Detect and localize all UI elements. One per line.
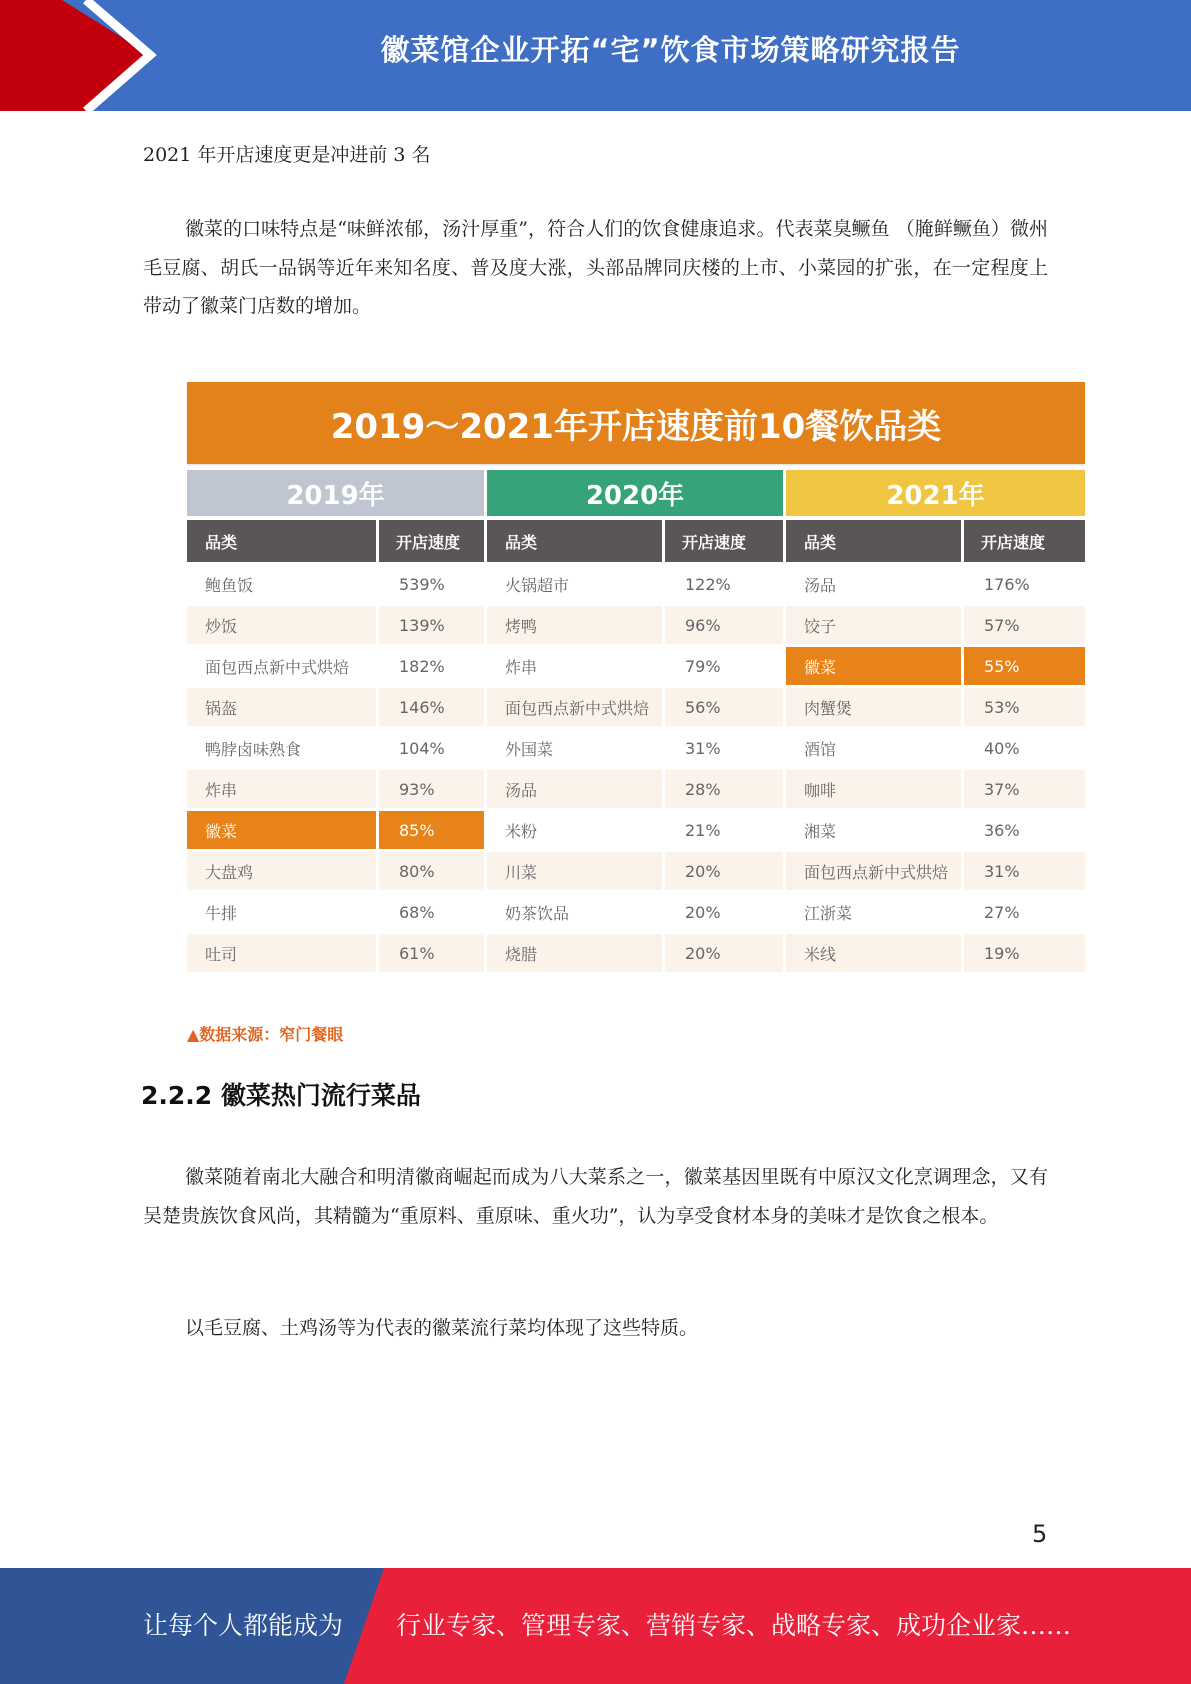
speed-cell: 40% [964,729,1085,767]
header-title: 徽菜馆企业开拓“宅”饮食市场策略研究报告 [380,33,961,67]
table-row [187,770,484,808]
table-row [187,934,484,972]
category-cell: 鲍鱼饭 [187,565,376,603]
table-row [187,893,484,931]
speed-cell: 80% [379,852,484,890]
table-row [487,647,783,685]
category-cell: 饺子 [786,606,961,644]
category-cell: 酒馆 [786,729,961,767]
category-cell: 面包西点新中式烘焙 [487,688,662,726]
year-header-2019: 2019年 [187,470,484,516]
category-cell: 牛排 [187,893,376,931]
speed-cell: 36% [964,811,1085,849]
column-header-speed: 开店速度 [665,520,783,562]
category-cell: 肉蟹煲 [786,688,961,726]
speed-cell: 93% [379,770,484,808]
page-number: 5 [1032,1520,1048,1548]
category-cell: 川菜 [487,852,662,890]
paragraph-3: 以毛豆腐、土鸡汤等为代表的徽菜流行菜均体现了这些特质。 [185,1317,699,1339]
column-header-speed: 开店速度 [379,520,484,562]
column-header-category: 品类 [487,520,662,562]
category-cell: 汤品 [487,770,662,808]
footer-slogan-right: 行业专家、管理专家、营销专家、战略专家、成功企业家…… [396,1611,1072,1640]
speed-cell: 28% [665,770,783,808]
table-row [786,606,1085,644]
category-cell: 面包西点新中式烘焙 [187,647,376,685]
speed-cell: 85% [379,811,484,849]
footer-slogan-left: 让每个人都能成为 [143,1611,344,1640]
intro-line: 2021 年开店速度更是冲进前 3 名 [143,144,431,166]
table-row [187,606,484,644]
table-row [487,606,783,644]
year-block [187,520,484,975]
speed-cell: 176% [964,565,1085,603]
table-row [786,770,1085,808]
column-header-category: 品类 [187,520,376,562]
table-row [487,729,783,767]
speed-cell: 56% [665,688,783,726]
table-row [487,688,783,726]
speed-cell: 55% [964,647,1085,685]
category-cell: 米线 [786,934,961,972]
page-header [0,0,1191,111]
category-cell: 吐司 [187,934,376,972]
speed-cell: 20% [665,852,783,890]
table-row [786,729,1085,767]
table-row [187,729,484,767]
table-row [786,811,1085,849]
category-cell: 面包西点新中式烘焙 [786,852,961,890]
speed-cell: 146% [379,688,484,726]
table-row [187,565,484,603]
column-header-row [187,520,484,562]
table-row [487,770,783,808]
table-row [487,811,783,849]
category-cell: 湘菜 [786,811,961,849]
speed-cell: 19% [964,934,1085,972]
table-row-highlighted [786,647,1085,685]
speed-cell: 31% [665,729,783,767]
speed-cell: 182% [379,647,484,685]
speed-cell: 20% [665,934,783,972]
category-cell: 大盘鸡 [187,852,376,890]
data-source-note: ▲数据来源：窄门餐眼 [187,1025,344,1044]
category-cell: 外国菜 [487,729,662,767]
speed-cell: 139% [379,606,484,644]
page-footer [0,1568,1191,1684]
category-cell: 炸串 [187,770,376,808]
category-cell: 鸭脖卤味熟食 [187,729,376,767]
speed-cell: 31% [964,852,1085,890]
paragraph-2: 徽菜随着南北大融合和明清徽商崛起而成为八大菜系之一，徽菜基因里既有中原汉文化烹调理念，又有吴楚贵族饮食风尚，其精髓为“重原料、重原味、重火功”，认为享受食材本身的美味才是饮食之根本。 [143,1166,1048,1227]
year-header-2020: 2020年 [487,470,783,516]
speed-cell: 539% [379,565,484,603]
table-row [487,893,783,931]
category-cell: 徽菜 [187,811,376,849]
table-row [187,647,484,685]
speed-cell: 68% [379,893,484,931]
table-row [187,852,484,890]
column-header-row [487,520,783,562]
category-cell: 火锅超市 [487,565,662,603]
category-cell: 烧腊 [487,934,662,972]
table-row [786,565,1085,603]
speed-cell: 61% [379,934,484,972]
ranking-grid [187,520,1085,975]
speed-cell: 27% [964,893,1085,931]
table-row [487,565,783,603]
speed-cell: 53% [964,688,1085,726]
column-header-speed: 开店速度 [964,520,1085,562]
table-row [786,852,1085,890]
category-cell: 徽菜 [786,647,961,685]
section-heading: 2.2.2 徽菜热门流行菜品 [141,1081,421,1110]
category-cell: 米粉 [487,811,662,849]
table-row [786,688,1085,726]
speed-cell: 79% [665,647,783,685]
table-row [487,934,783,972]
category-cell: 汤品 [786,565,961,603]
column-header-row [786,520,1085,562]
year-block [786,520,1085,975]
category-cell: 烤鸭 [487,606,662,644]
category-cell: 咖啡 [786,770,961,808]
ranking-table-title: 2019～2021年开店速度前10餐饮品类 [187,382,1085,464]
column-header-category: 品类 [786,520,961,562]
table-row [187,688,484,726]
speed-cell: 96% [665,606,783,644]
speed-cell: 37% [964,770,1085,808]
speed-cell: 57% [964,606,1085,644]
category-cell: 炒饭 [187,606,376,644]
speed-cell: 104% [379,729,484,767]
year-block [487,520,783,975]
ranking-table [187,382,1085,975]
speed-cell: 20% [665,893,783,931]
category-cell: 奶茶饮品 [487,893,662,931]
speed-cell: 21% [665,811,783,849]
header-red-arrow-shape [0,0,160,111]
speed-cell: 122% [665,565,783,603]
year-header-2021: 2021年 [786,470,1085,516]
table-row [786,934,1085,972]
category-cell: 锅盔 [187,688,376,726]
category-cell: 炸串 [487,647,662,685]
table-row [487,852,783,890]
paragraph-1: 徽菜的口味特点是“味鲜浓郁，汤汁厚重”，符合人们的饮食健康追求。代表菜臭鳜鱼 （腌鲜鳜鱼）微州毛豆腐、胡氏一品锅等近年来知名度、普及度大涨，头部品牌同庆楼的上市、小菜园的扩张，在一定程度上带动了徽菜门店数的增加。 [143,218,1048,317]
table-row [786,893,1085,931]
year-header-row [187,470,1085,516]
category-cell: 江浙菜 [786,893,961,931]
table-row-highlighted [187,811,484,849]
